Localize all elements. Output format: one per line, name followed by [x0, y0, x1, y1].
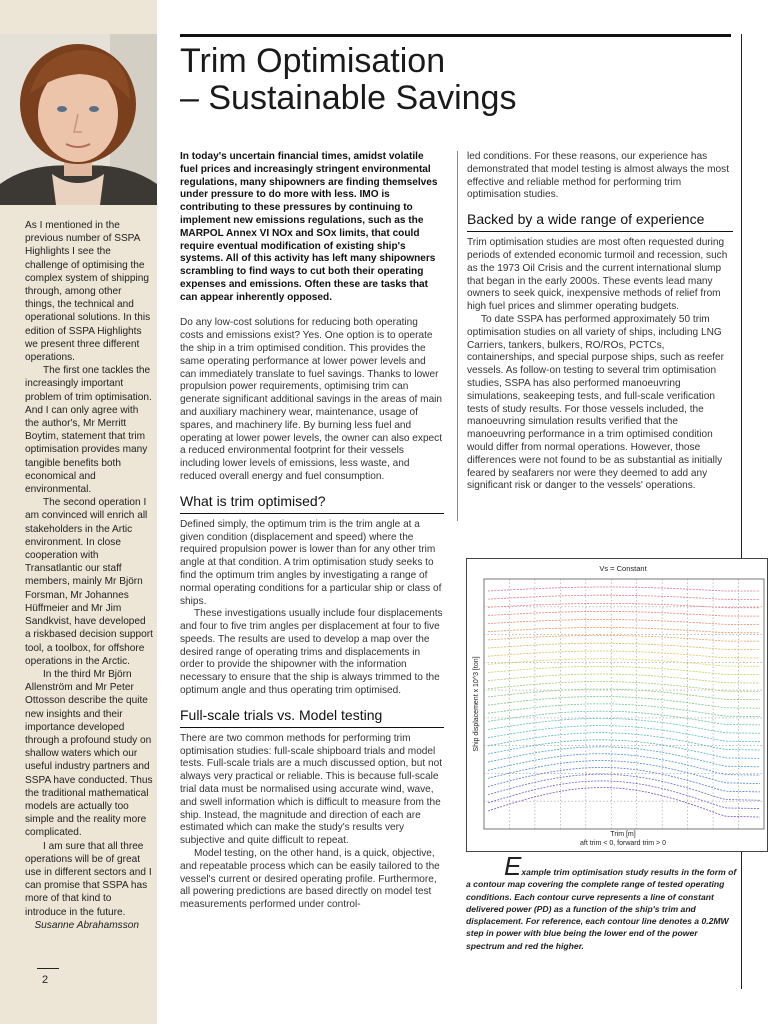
editorial-paragraph: As I mentioned in the previous number of SSPA Highlights I see the challenge of optimising the complex system of shipping through, among other things, the technical and operational solutions. In this edition of SSPA Highlights we present three different operations. — [25, 220, 151, 364]
caption-dropcap: E — [504, 851, 522, 881]
article-column-left — [180, 151, 444, 912]
editorial-paragraph: The first one tackles the increasingly important problem of trim optimisation. And I can only agree with the author's, Mr Merritt Boytim, statement that trim optimisation provides many tangible benefits both economical and environmental. — [25, 365, 152, 496]
body-paragraph: Defined simply, the optimum trim is the trim angle at a given condition (displacement and speed) where the required propulsion power is lower than for any other trim angle at that condition. A trim optimisation study seeks to find the optimum trim angles by investigating a range of normal operating conditions for a particular ship or class of ships. — [180, 518, 442, 607]
page-number-rule — [37, 968, 59, 969]
article-title-line-1: Trim Optimisation — [180, 42, 446, 80]
body-paragraph: There are two common methods for performing trim optimisation studies: full-scale shipboard trials and model tests. Full-scale trials are a much discussed option, but not always very practical or reliable. This is because full-scale trial data must be normalised using accurate wind, wave, and swell information which is difficult to measure from the ship. Instead, the magnitude and direction of each are estimated which can make the study's results very subjective and quite difficult to repeat. — [180, 732, 442, 847]
chart-title: Vs = Constant — [599, 564, 647, 573]
body-paragraph: Model testing, on the other hand, is a quick, objective, and repeatable process which can be easily tailored to the vessel's current or desired operating profile. Furthermore, all powering predictions are based directly on model test measurements performed under control- — [180, 848, 440, 911]
section-heading-experience: Backed by a wide range of experience — [467, 211, 733, 232]
editorial-paragraph: The second operation I am convinced will enrich all stakeholders in the Artic environment. In close cooperation with Transatlantic our staff members, mainly Mr Björn Forsman, Mr Johannes Hüffmeier and Mr Jim Sandkvist, have developed a riskbased decision support tool, a toolbox, for offshore operations in the Arctic. — [25, 497, 153, 667]
y-axis-label: Ship displacement x 10^3 [ton] — [473, 656, 480, 752]
article-title — [180, 43, 740, 117]
article-title-line-2: – Sustainable Savings — [180, 79, 517, 117]
caption-text: xample trim optimisation study results in the form of a contour map covering the complete range of tested operating conditions. Each contour curve represents a line of constant delivered power (PD) as a function of the ship's trim and displacement. For reference, each contour line denotes a 0.2MW step in power with blue being the lower end of the power spectrum and red the higher. — [466, 867, 737, 951]
body-paragraph: led conditions. For these reasons, our experience has demonstrated that model testing is almost always the most effective and reliable method for performing trim optimisation studies. — [467, 151, 729, 201]
trim-contour-chart — [466, 558, 768, 852]
x-axis-label: Trim [m] — [610, 831, 636, 838]
article-column-right — [467, 151, 733, 493]
editorial-paragraph: I am sure that all three operations will be of great use in different sectors and I can promise that SSPA has more of that kind to introduce in the future. — [25, 840, 152, 918]
x-axis-note: aft trim < 0, forward trim > 0 — [580, 840, 666, 847]
body-paragraph: To date SSPA has performed approximately 50 trim optimisation studies on all variety of ships, including LNG Carriers, tankers, bulkers, RO/ROs, PCTCs, containerships, and special purpose ships, such as reefer vessels. As follow-on testing to several trim optimisation studies, SSPA has also performed manoeuvring simulations, seakeeping tests, and full-scale verification tests of study results. For those vessels included, the manoeuvring simulation results verified that the manoeuvring performance in a trim optimised condition would differ from normal operations. However, those differences were not found to be as substantial as initially feared by seafarers nor were they deemed to add any significant risk or danger to the vessels' operations. — [467, 313, 724, 492]
lead-paragraph: In today's uncertain financial times, amidst volatile fuel prices and increasingly stringent environmental regulations, many shipowners are finding themselves under pressure to do more with less. IMO is contributing to these pressures by continuing to implement new emissions regulations, such as the MARPOL Annex VI NOx and SOx limits, that could require eventual modification of existing ship's systems. All of this activity has left many shipowners scrambling to find ways to cut both their operating expenses and emissions. Often these are tasks that can appear inherently opposed. — [180, 151, 438, 303]
title-rule — [180, 34, 731, 37]
body-paragraph: These investigations usually include four displacements and four to five trim angles per displacement at four to five speeds. The results are used to develop a map over the desired range of operating trims and displacements in order to provide the shipowner with the information necessary to ensure that the ship is always trimmed to the optimum angle and thus operating trim optimised. — [180, 608, 443, 697]
author-portrait — [0, 34, 157, 205]
page-number: 2 — [42, 974, 49, 986]
column-divider — [457, 151, 458, 521]
figure-caption — [466, 851, 738, 952]
editorial-paragraph: In the third Mr Björn Allenström and Mr Peter Ottosson describe the quite new insights and their importance developed through a profound study on shallow waters which our useful industry partners and SSPA have conducted. Thus the traditional mathematical models are actually too simple and the reality more complicated. — [25, 668, 153, 839]
editorial-signature: Susanne Abrahamsson — [34, 919, 139, 931]
section-heading-full-scale-trials: Full-scale trials vs. Model testing — [180, 707, 444, 728]
body-paragraph: Trim optimisation studies are most often requested during periods of extended economic turmoil and recession, such as the 1973 Oil Crisis and the current international slump that began in the early 2000s. These events lead many owners to seek quick, inexpensive methods of relief from high fuel prices and slimmer operating budgets. — [467, 237, 728, 313]
editorial-text — [25, 219, 153, 932]
section-heading-trim-optimised: What is trim optimised? — [180, 493, 444, 514]
intro-paragraph: Do any low-cost solutions for reducing both operating costs and emissions exist? Yes. One option is to operate the ship in a trim optimised condition. This provides the same operating performance at lower power levels and can immediately translate to fuel savings. Thanks to lower propulsion power requirements, optimising trim can generate significant additional savings in the areas of main and auxiliary machinery wear, maintenance, usage of spares, and machinery life. By burning less fuel and operating at lower power levels, the owner can also expect a reduced environmental footprint for their vessels including lower levels of emissions, less waste, and reduced overall energy and fuel consumption. — [180, 317, 443, 482]
sidebar — [0, 0, 157, 1024]
contour-plot — [467, 559, 767, 851]
